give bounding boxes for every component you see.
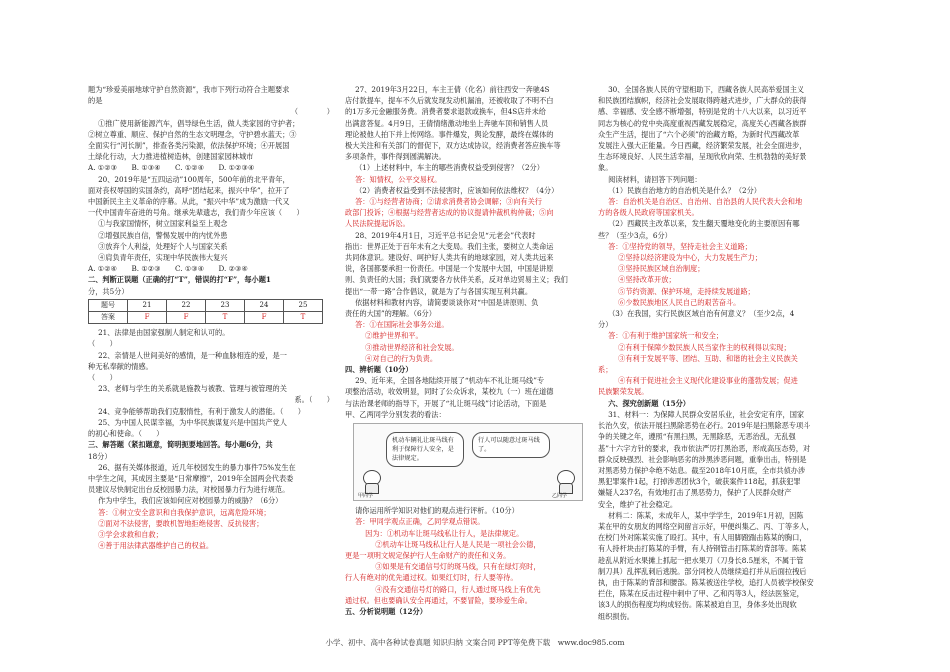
speech-bubble-right: 行人可以随意过斑马线了。 xyxy=(472,432,550,458)
table-row xyxy=(89,312,323,324)
text-line: 某在甲的女朋友的网络空间留言示好，甲便纠集乙、丙、丁等多人， xyxy=(598,521,814,531)
answer-line: ②机动车让斑马线私让行人是人民是一项社会公德， xyxy=(375,539,541,549)
text-line: ②树立尊重、顺应、保护自然的生态文明理念，守护碧水蓝天；③ xyxy=(88,129,297,139)
text-line: （2）消费者权益受到不法侵害时，应该如何依法维权？（4分） xyxy=(355,185,559,195)
text-line: 18分） xyxy=(88,451,112,461)
text-line: 众生产生活，提出了“六个必须”的治藏方略，为新时代西藏改革 xyxy=(598,129,800,139)
speech-bubble-left: 机动车辆礼让斑马线有利于保障行人安全，是法律规定。 xyxy=(386,432,464,467)
text-line: 项整治活动，收效明显，同时了公众诉求，某校九（一）班在道德 xyxy=(345,387,554,397)
text-line: 制刀具）乱挥乱刺后逃脱。部分同校人员继续追打并从后面拉拽后 xyxy=(598,566,807,576)
text-line: 面对丧权辱国的实国条约，高呼“团结起来，振兴中华”，拉开了 xyxy=(88,185,290,195)
section-heading: 三、解答题（紧扣题意，简明扼要地回答。每小题6分，共 xyxy=(88,440,273,450)
answer-line: ②维护世界和平。 xyxy=(365,331,423,341)
text-line: 组织损伤。 xyxy=(598,611,634,621)
text-line: 该3人的损伤程度均构成轻伤。陈某被迫自卫，身体多处出现软 xyxy=(598,600,797,610)
answer-line: ②面对不法侵害，要敢机智地拒绝侵害、反抗侵害； xyxy=(98,518,264,528)
text-line: 共同体意识。建设好、呵护好人类共有的地球家园，对人类共远来 xyxy=(345,253,554,263)
text-line: 基”十六字方针的要求，我市依法严厉打黑治恶，形成高压态势，对 xyxy=(598,443,811,453)
text-line: ②增强民族自信，警惕发展中的内忧外患 xyxy=(98,230,228,240)
text-line: （ ） xyxy=(88,339,117,349)
page-footer: 小学、初中、高中各种试卷真题 知识归纳 文案合同 PPT等免费下载 www.doc985.com xyxy=(325,638,625,647)
text-line: 22、亲情是人世间美好的感情，是一种血脉相连的爱，是一 xyxy=(98,350,287,360)
options-line: A. ①②④ B. ①②③ C. ①③④ D. ②③④ xyxy=(88,264,248,274)
text-line: 嫌疑人237名，有效地打击了黑恶势力，保护了人民群众财产 xyxy=(598,488,792,498)
text-line: 全面实行“河长制”，排查各类污染源，依法保护环境；④开展国 xyxy=(88,141,290,151)
answer-line: ④有利于促进社会主义现代化建设事业的蓬勃发展；促进 xyxy=(618,376,798,386)
column-left xyxy=(88,84,334,551)
answer-line: 答：①与经营者协商；②请求消费者协会调解；③向有关行 xyxy=(355,197,542,207)
text-line: 执，由于陈某的背部和腰部。陈某被送往学校，追打人员被学校保安 xyxy=(598,577,814,587)
text-line: 30、全国各族人民的守望相助下，西藏各族人民高举爱国主义 xyxy=(608,85,805,94)
text-line: 感、幸福感、安全感不断增强，特别是党的十八大以来，以习近平 xyxy=(598,107,807,117)
student-left-figure xyxy=(358,470,382,499)
section-heading: 二、判断正误题（正确的打“T”，错误的打“F”，每小题1 xyxy=(88,275,271,285)
text-line: 24、竞争能够帮助我们克服惰性，有利于激发人的潜能。（ ） xyxy=(98,406,305,416)
text-line: 安全，维护了社会稳定。 xyxy=(598,499,678,509)
text-line: 分，共5分） xyxy=(88,286,129,296)
text-line: 的是 xyxy=(88,96,103,106)
table-row xyxy=(89,299,323,311)
answer-line: 答：①在国际社会事务公道。 xyxy=(355,320,449,330)
text-line: 的1万多元金融服务费。消费者要求退款或换车，但4S店并未给 xyxy=(345,107,546,117)
text-line: 23、老师与学生的关系就是施教与被教、管理与被管理的关 xyxy=(98,384,287,394)
table-cell: 24 xyxy=(245,299,284,311)
table-cell: 25 xyxy=(284,299,323,311)
table-cell: F xyxy=(245,312,284,324)
text-line: （ ） xyxy=(88,373,117,383)
text-line: 在校门外对陈某实施了殴打。其中，有人用脚蹬踹击陈某的胸口， xyxy=(598,533,807,543)
text-line: 阅读材料，请回答下列问题： xyxy=(608,174,702,184)
text-line: ④肩负青年责任，实现中华民族伟大复兴 xyxy=(98,253,228,263)
text-line: 31、材料一：为保障人民群众安居乐业，社会安定有序，国家 xyxy=(608,409,805,419)
table-cell: 答案 xyxy=(89,312,128,324)
text-line: 依据材料和教材内容，请简要谈谈你对“中国是讲原则、负 xyxy=(355,297,539,307)
answer-line: ③学会求救和自救； xyxy=(98,529,163,539)
text-line: 拦住，陈某在反击过程中刺中了甲、乙和丙等3人，经法医鉴定， xyxy=(598,589,804,599)
text-line: 中学生之间，其成因主要是“日常摩擦”，2019年全国两会代表委 xyxy=(88,473,294,483)
answer-line: 答：甲同学观点正确，乙同学观点错误。 xyxy=(355,517,485,527)
answer-line: 通过权。但也要确认安全再通过，不要冒险，要珍爱生命。 xyxy=(345,595,532,605)
answer-line: 答：①有利于维护国家统一和安全； xyxy=(608,331,724,341)
text-line: 26、据有关媒体报道，近几年校园发生的暴力事件75%发生在 xyxy=(98,462,296,472)
answer-line: 行人有绝对的优先通过权。如果红灯时，行人要等待。 xyxy=(345,573,518,583)
cartoon-illustration xyxy=(353,423,583,501)
answer-line: ②坚持以经济建设为中心，大力发展生产力； xyxy=(618,253,762,263)
answer-line: 答：自治机关是自治区、自治州、自治县的人民代表大会和地 xyxy=(608,197,803,207)
text-line: 种无私奉献的情感。 xyxy=(88,361,153,371)
answer-line: ④对自己的行为负责。 xyxy=(365,353,438,363)
section-heading: 四、辨析题（10分） xyxy=(345,365,413,375)
text-line: （1）民族自治地方的自治机关是什么？（2分） xyxy=(608,185,761,195)
text-line: 28、2019年4月1日，习近平总书记会见“元老会”代表时 xyxy=(355,230,536,240)
answer-line: ③坚持民族区域自治制度； xyxy=(618,264,705,274)
answer-line: ⑤节约资源、保护环境，走持续发展道路； xyxy=(618,286,755,296)
text-line: 系。（ ） xyxy=(294,395,334,405)
text-line: 些？（至少3点，6分） xyxy=(598,230,672,240)
text-line: 责任的大国”的理解。（6分） xyxy=(345,309,436,319)
answer-line: 答：①坚持党的领导，坚持走社会主义道路； xyxy=(608,241,752,251)
column-middle xyxy=(345,84,591,617)
text-line: 甲、乙两同学分别发表的看法： xyxy=(345,409,446,419)
text-line: 争的关键之年，遵照“有黑扫黑，无黑除恶，无恶治乱，无乱强 xyxy=(598,432,796,442)
student-right-label: 乙同学 xyxy=(552,492,568,499)
text-line: ①推广使用新能源汽车，倡导绿色生活，做人类家园的守护者； xyxy=(98,118,300,128)
text-line: 出满意答复。4月9日，王倩情绪激动地坐上奔驰车顶和销售人员 xyxy=(345,118,549,128)
text-line: 员建议尽快制定出台反校园暴力法，对校园暴力行为进行规范。 xyxy=(88,485,290,495)
text-line: 的初心和使命。（ ） xyxy=(88,429,164,439)
text-line: 象。 xyxy=(598,163,613,173)
text-line: 极大关注和有关部门的督促下，双方达成协议，经消费者答应换车等 xyxy=(345,141,561,151)
answer-line: 答：知情权，公平交易权。 xyxy=(355,174,442,184)
text-line: 21、法律是由国家强制人制定和认可的。 xyxy=(98,328,230,338)
text-line: 题为“珍爱美丽地球守护自然资源”，我市下列行动符合主题要求 xyxy=(88,85,290,94)
text-line: 请你运用所学知识对他们的观点进行评析。（10分） xyxy=(355,506,519,516)
text-line: 一代中国青年奋进的号角。继承先辈遗志，我们青少年应该（ ） xyxy=(88,208,304,218)
table-cell: T xyxy=(284,312,323,324)
text-line: 土绿化行动，大力推进植树造林，创建国家园林城市 xyxy=(88,152,254,162)
answer-table xyxy=(88,299,323,324)
answer-line: ③有利于发展平等、团结、互助、和谐的社会主义民族关 xyxy=(618,353,798,363)
text-line: 中国新民主主义革命的序幕。从此，“振兴中华”成为激励一代又 xyxy=(88,197,290,207)
table-cell: 题号 xyxy=(89,299,128,311)
text-line: 有人持杆块击打陈某的手臂，有人持钢管击打陈某的背部等。陈某 xyxy=(598,544,807,554)
options-line: A. ①②③ B. ①③④ C. ①②④ D. ①②③④ xyxy=(88,163,255,173)
text-line: （2）西藏民主改革以来，发生翻天覆地变化的主要原因有哪 xyxy=(608,219,800,229)
table-cell: F xyxy=(167,312,206,324)
text-line: 发展注入强大正能量。今日西藏，经济繁荣发展，社会全面进步， xyxy=(598,141,807,151)
answer-line: ④善于用法律武器维护自己的权益。 xyxy=(98,541,214,551)
table-cell: 22 xyxy=(167,299,206,311)
text-line: 27、2019年3月22日，车主王倩（化名）前往西安一奔驰4S xyxy=(355,85,550,94)
question-21-26 xyxy=(88,327,334,551)
text-line: 分） xyxy=(598,320,613,330)
text-line: 理论被他人拍下并上传网络。事件爆发，舆论发酵，最终在媒体的 xyxy=(345,129,554,139)
answer-line: 答：①树立安全意识和自我保护意识，远离危险环境； xyxy=(98,507,271,517)
table-cell: F xyxy=(128,312,167,324)
text-line: ①与我家国情怀，树立国家利益至上观念 xyxy=(98,219,228,229)
text-line: （ ） xyxy=(290,107,334,117)
text-line: 材料二：陈某，未成年人，某中学学生，2019年1月初，因陈 xyxy=(608,510,804,520)
table-cell: T xyxy=(206,312,245,324)
text-line: 黑犯罪案件1起，打掉涉恶团伙3个，破获案件118起，抓获犯罪 xyxy=(598,477,801,487)
student-left-label: 甲同学 xyxy=(358,492,374,499)
text-line: 25、为中国人民谋幸福，为中华民族谋复兴是中国共产党人 xyxy=(98,417,287,427)
text-line: 同志为核心的党中央高度重视西藏发展稳定，高度关心西藏各族群 xyxy=(598,118,807,128)
student-right-figure xyxy=(552,470,576,499)
text-line: 与法治课老师的指导下，开展了“礼让斑马线”讨论活动，下面是 xyxy=(345,398,547,408)
text-line: 对黑恶势力保护伞绝不姑息。截至2018年10月底，全市共侦办涉 xyxy=(598,465,806,475)
answer-line: 更是一项明文规定保护行人生命财产的责任和义务。 xyxy=(345,550,511,560)
section-heading: 六、探究创新题（15分） xyxy=(608,398,690,408)
text-line: 20、2019年是“五四运动”100周年，500年前的北平青年， xyxy=(98,174,290,184)
answer-line: ⑥少数民族地区人民自己的艰苦奋斗。 xyxy=(618,297,741,307)
text-line: 多项条件，事件得到圆满解决。 xyxy=(345,152,446,162)
text-line: （3）在我国，实行民族区域自治有何意义？（至少2点，4 xyxy=(608,309,795,319)
text-line: 则、负责任的大国；我们就要各方伙伴关系，反对单边贸易主义；我们 xyxy=(345,275,568,285)
answer-line: 人民法院提起诉讼。 xyxy=(345,219,410,229)
text-line: 和民族团结旗帜，经济社会发展取得跨越式进步，广大群众的获得 xyxy=(598,96,807,106)
text-line: 提出“一带一路”合作倡议，就是为了与各国实现互利共赢。 xyxy=(345,286,533,296)
table-cell: 23 xyxy=(206,299,245,311)
text-line: 说，各国都要承担一份责任。中国是一个发展中大国，中国是讲原 xyxy=(345,264,554,274)
answer-line: ③如果是有交通信号灯的斑马线，只有在绿灯亮时， xyxy=(375,562,541,572)
column-right xyxy=(598,84,844,622)
table-cell: 21 xyxy=(128,299,167,311)
text-line: ③放弃个人利益，处理好个人与国家关系 xyxy=(98,241,228,251)
text-line: 长治久安，依法开展扫黑除恶势在必行。2019年是扫黑除恶专项斗 xyxy=(598,421,811,431)
text-line: 群众反映强烈、社会影响恶劣的涉黑涉恶问题，重拳出击，特别是 xyxy=(598,454,807,464)
text-line: 趁乱从附近水果摊上抓起一把水果刀（刀身长8.5厘米，不属于管 xyxy=(598,555,804,565)
text-line: 作为中学生，我们应该如何应对校园暴力的威胁？（6分） xyxy=(98,496,283,506)
section-heading: 五、分析说明题（12分） xyxy=(345,606,427,616)
answer-line: ③推动世界经济和社会发展。 xyxy=(365,342,459,352)
answer-line: 民族繁荣发展。 xyxy=(598,387,649,397)
text-line: 店付款提车，提车不久后就发现发动机漏油，还被收取了不明不白 xyxy=(345,96,554,106)
answer-line: ②有利于保障少数民族人民当家作主的权利得以实现； xyxy=(618,342,791,352)
text-line: 生态环境良好、人民生活幸福，呈现欣欣向荣、生机勃勃的美好景 xyxy=(598,152,807,162)
answer-line: 政部门投诉；④根据与经营者达成的协议提请仲裁机构仲裁；⑤向 xyxy=(345,208,554,218)
answer-line: 方的各级人民政府等国家机关。 xyxy=(598,208,699,218)
answer-line: 系； xyxy=(598,365,613,375)
question-19-20 xyxy=(88,84,334,297)
text-line: 29、近年来，全国各地陆续开展了“机动车不礼让斑马线”专 xyxy=(355,376,545,386)
answer-line: ④坚持改革开放； xyxy=(618,275,676,285)
text-line: 指出：世界正处于百年未有之大变局。我们主张，要树立人类命运 xyxy=(345,241,554,251)
text-line: （1）上述材料中，车主的哪些消费权益受到侵害？（2分） xyxy=(355,163,544,173)
answer-line: ④没有交通信号灯的路口，行人通过斑马线上有优先 xyxy=(375,584,541,594)
answer-line: 因为：①机动车让斑马线私让行人，是法律规定。 xyxy=(365,528,524,538)
